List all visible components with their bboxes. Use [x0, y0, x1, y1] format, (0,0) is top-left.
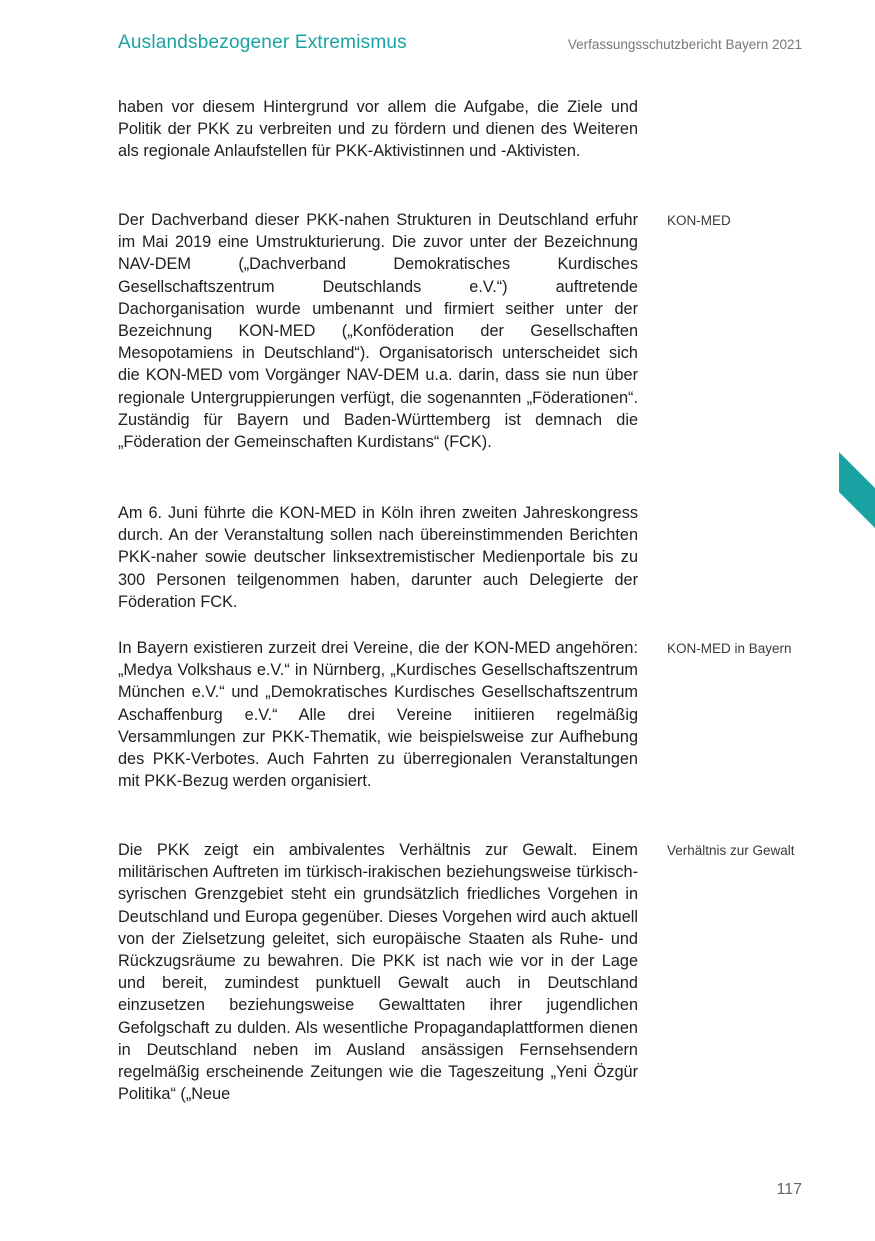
paragraph-gewalt [118, 839, 638, 1105]
paragraph-text: Der Dachverband dieser PKK-nahen Strukturen in Deutschland erfuhr im Mai 2019 eine Umstrukturierung. Die zuvor unter der Bezeichnung NAV-DEM („Dachverband Demokratisches Kurdisches Gesellschaftszentrum Deutschlands e.V.“) auftretende Dachorganisation wurde umbenannt und firmiert seither unter der Bezeichnung KON-MED („Konföderation der Gesellschaften Mesopotamiens in Deutschland“). Organisatorisch unterscheidet sich die KON-MED vom Vorgänger NAV-DEM u.a. darin, dass sie nun über regionale Untergruppierungen verfügt, die sogenannten „Föderationen“. Zuständig für Bayern und Baden-Württemberg ist demnach die „Föderation der Gemeinschaften Kurdistans“ (FCK). [118, 211, 638, 452]
paragraph-kon-med-bayern [118, 637, 638, 792]
paragraph-text: Die PKK zeigt ein ambivalentes Verhältnis zur Gewalt. Einem militärischen Auftreten im türkisch-irakischen beziehungsweise türkisch-syrischen Grenzgebiet steht ein grundsätzlich friedliches Vorgehen in Deutschland und Europa gegenüber. Dieses Vorgehen wird auch aktuell von der Zielsetzung geleitet, sich europäische Staaten als Ruhe- und Rückzugsräume zu bewahren. Die PKK ist nach wie vor in der Lage und bereit, zumindest punktuell Gewalt auch in Deutschland einzusetzen beziehungsweise Gewalttaten ihrer jugendlichen Gefolgschaft zu dulden. Als wesentliche Propagandaplattformen dienen in Deutschland neben im Ausland ansässigen Fernsehsendern regelmäßig erscheinende Zeitungen wie die Tageszeitung „Yeni Özgür Politika“ („Neue [118, 841, 638, 1104]
paragraph-intro [118, 96, 638, 163]
paragraph-kon-med [118, 209, 638, 453]
paragraph-text: haben vor diesem Hintergrund vor allem die Aufgabe, die Ziele und Politik der PKK zu verbreiten und zu fördern und dienen des Weiteren als regionale Anlaufstellen für PKK-Aktivistinnen und -Aktivisten. [118, 98, 638, 161]
chapter-thumb-tab [839, 452, 875, 528]
paragraph-jahreskongress [118, 502, 638, 613]
report-title: Verfassungsschutzbericht Bayern 2021 [567, 37, 802, 52]
section-title: Auslandsbezogener Extremismus [118, 32, 407, 53]
paragraph-text: Am 6. Juni führte die KON-MED in Köln ihren zweiten Jahreskongress durch. An der Veranstaltung sollen nach übereinstimmenden Berichten PKK-naher sowie deutscher linksextremistischer Medienportale bis zu 300 Personen teilgenommen haben, darunter auch Delegierte der Föderation FCK. [118, 504, 638, 611]
margin-note-kon-med: KON-MED [667, 213, 731, 228]
margin-note-gewalt: Verhältnis zur Gewalt [667, 843, 795, 858]
margin-note-kon-med-bayern: KON-MED in Bayern [667, 641, 792, 656]
paragraph-text: In Bayern existieren zurzeit drei Vereine, die der KON-MED angehören: „Medya Volkshaus e.V.“ in Nürnberg, „Kurdisches Gesellschaftszentrum München e.V.“ und „Demokratisches Kurdisches Gesellschaftszentrum Aschaffenburg e.V.“ Alle drei Vereine initiieren regelmäßig Versammlungen zur PKK-Thematik, wie beispielsweise zur Aufhebung des PKK-Verbotes. Auch Fahrten zu überregionalen Veranstaltungen mit PKK-Bezug werden organisiert. [118, 639, 638, 791]
page-number: 117 [776, 1181, 802, 1198]
